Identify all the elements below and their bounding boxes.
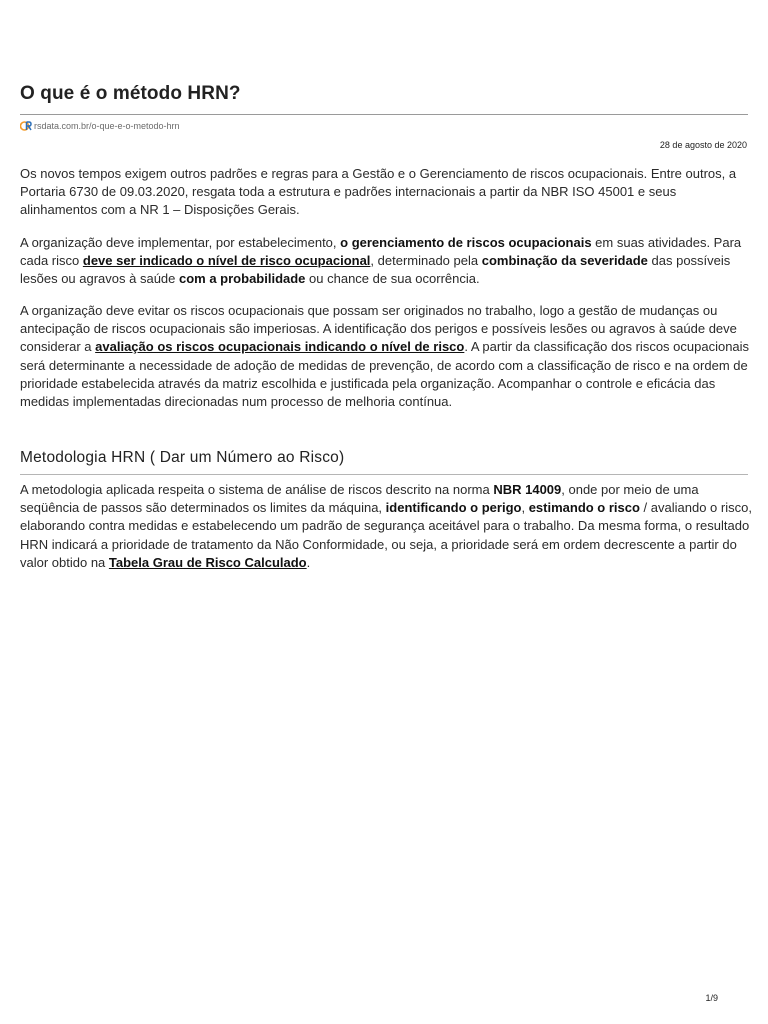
text-run: . A partir da classificação dos riscos ocupacionais será determinante a necessidade de adoção de medidas de prevenção, de acordo com a classificação de risco e na ordem de prioridade estabelecida através da matriz escolhida e justificada pela organização. Acompanhar o controle e eficácia das medidas implementadas direcionadas num processo de melhoria contínua.	[20, 339, 750, 410]
text-run: das possíveis lesões ou agravos à saúde	[20, 253, 731, 287]
text-run: ou chance de sua ocorrência.	[305, 271, 480, 287]
bold-run: com a probabilidade	[179, 271, 306, 287]
text-run: , determinado pela	[370, 253, 482, 269]
text-run: A metodologia aplicada respeita o sistema de análise de riscos descrito na norma	[20, 482, 494, 497]
bold-run: NBR 14009	[493, 482, 562, 497]
publish-date: 28 de agosto de 2020	[659, 140, 747, 150]
bold-run: combinação da severidade	[481, 253, 648, 269]
text-run: / avaliando o risco, elaborando contra medidas e estabelecendo um padrão de segurança aceitável para o trabalho. Da mesma forma, o resultado HRN indicará a prioridade de tratamento da Não Conformidade, ou seja, a prioridade será em ordem decrescente a partir do valor obtido na	[20, 500, 752, 570]
bold-run: o gerenciamento de riscos ocupacionais	[340, 235, 592, 250]
title-divider	[20, 114, 748, 115]
text-run: em suas atividades. Para cada risco	[20, 235, 742, 269]
page-number: 1/9	[705, 993, 718, 1003]
text-run: ,	[521, 500, 529, 516]
text-run: A organização deve evitar os riscos ocupacionais que possam ser originados no trabalho, logo a gestão de mudanças ou antecipação de riscos ocupacionais são imperiosas. A identificação dos perigos e possíveis lesões ou agravos à saúde deve considerar a	[20, 303, 737, 355]
paragraph-avoid-risks	[20, 302, 752, 411]
bold-run: identificando o perigo	[385, 500, 522, 516]
source-url[interactable]: rsdata.com.br/o-que-e-o-metodo-hrn	[34, 121, 180, 131]
rsdata-logo-icon	[20, 120, 32, 132]
risk-table-link[interactable]: Tabela Grau de Risco Calculado	[108, 554, 307, 570]
paragraph-intro: Os novos tempos exigem outros padrões e regras para a Gestão e o Gerenciamento de riscos ocupacionais. Entre outros, a Portaria 6730 de 09.03.2020, resgata toda a estrutura e padrões internacionais a partir da NBR ISO 45001 e seus alinhamentos com a NR 1 – Disposições Gerais.	[20, 166, 737, 218]
text-run: , onde por meio de uma seqüência de passos são determinados os limites da máquina,	[20, 482, 699, 516]
risk-evaluation-link[interactable]: avaliação os riscos ocupacionais indicando o nível de risco	[95, 339, 465, 355]
bold-run: estimando o risco	[528, 500, 640, 516]
page-title: O que é o método HRN?	[20, 83, 241, 104]
text-run: .	[306, 554, 311, 570]
paragraph-methodology	[20, 481, 752, 572]
paragraph-organization	[20, 234, 752, 289]
risk-level-link[interactable]: deve ser indicado o nível de risco ocupacional	[82, 253, 371, 269]
section-heading: Metodologia HRN ( Dar um Número ao Risco)	[20, 449, 345, 466]
section-divider	[20, 474, 748, 475]
text-run: A organização deve implementar, por estabelecimento,	[20, 235, 341, 250]
source-line	[20, 120, 180, 132]
